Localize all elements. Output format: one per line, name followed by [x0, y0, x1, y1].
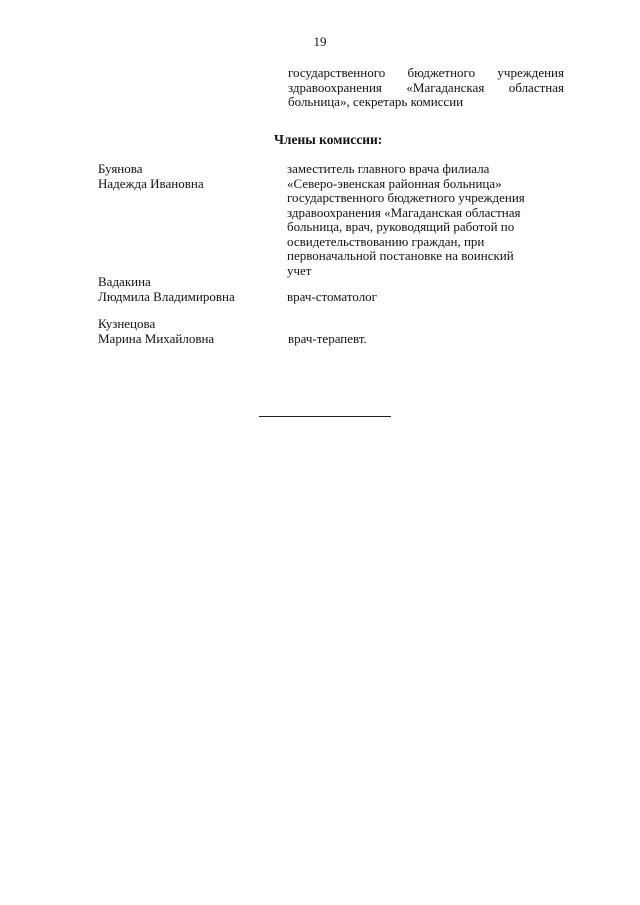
continuation-text: [288, 66, 564, 110]
member-surname: Буянова: [98, 161, 143, 176]
member-name: [98, 317, 273, 346]
member-surname: Кузнецова: [98, 316, 156, 331]
member-role-line: первоначальной постановке на воинский: [287, 248, 514, 263]
member-name: [98, 275, 273, 304]
member-role-line: заместитель главного врача филиала: [287, 161, 490, 176]
member-role-line: здравоохранения «Магаданская областная: [287, 204, 521, 220]
member-role: [288, 332, 568, 347]
member-surname: Вадакина: [98, 274, 151, 289]
member-given-names: Марина Михайловна: [98, 330, 215, 346]
continuation-line: здравоохранения «Магаданская областная: [288, 79, 564, 95]
member-role-line: «Северо-эвенская районная больница»: [287, 175, 502, 191]
member-given-names: Людмила Владимировна: [98, 288, 235, 304]
page-number: 19: [313, 34, 327, 49]
member-name: [98, 162, 273, 191]
continuation-line: больница», секретарь комиссии: [288, 94, 464, 109]
member-role-line: государственного бюджетного учреждения: [287, 190, 525, 205]
member-role-line: врач-стоматолог: [287, 289, 378, 304]
continuation-line: государственного бюджетного учреждения: [288, 65, 564, 80]
member-role-line: врач-терапевт.: [288, 331, 367, 346]
end-of-document-rule: [259, 416, 391, 417]
member-role: [287, 162, 567, 278]
member-role: [287, 290, 567, 305]
member-role-line: учет: [287, 262, 312, 278]
member-role-line: больница, врач, руководящий работой по: [287, 219, 515, 234]
member-role-line: освидетельствованию граждан, при: [287, 233, 485, 249]
section-heading: Члены комиссии:: [274, 132, 383, 147]
member-given-names: Надежда Ивановна: [98, 175, 204, 191]
